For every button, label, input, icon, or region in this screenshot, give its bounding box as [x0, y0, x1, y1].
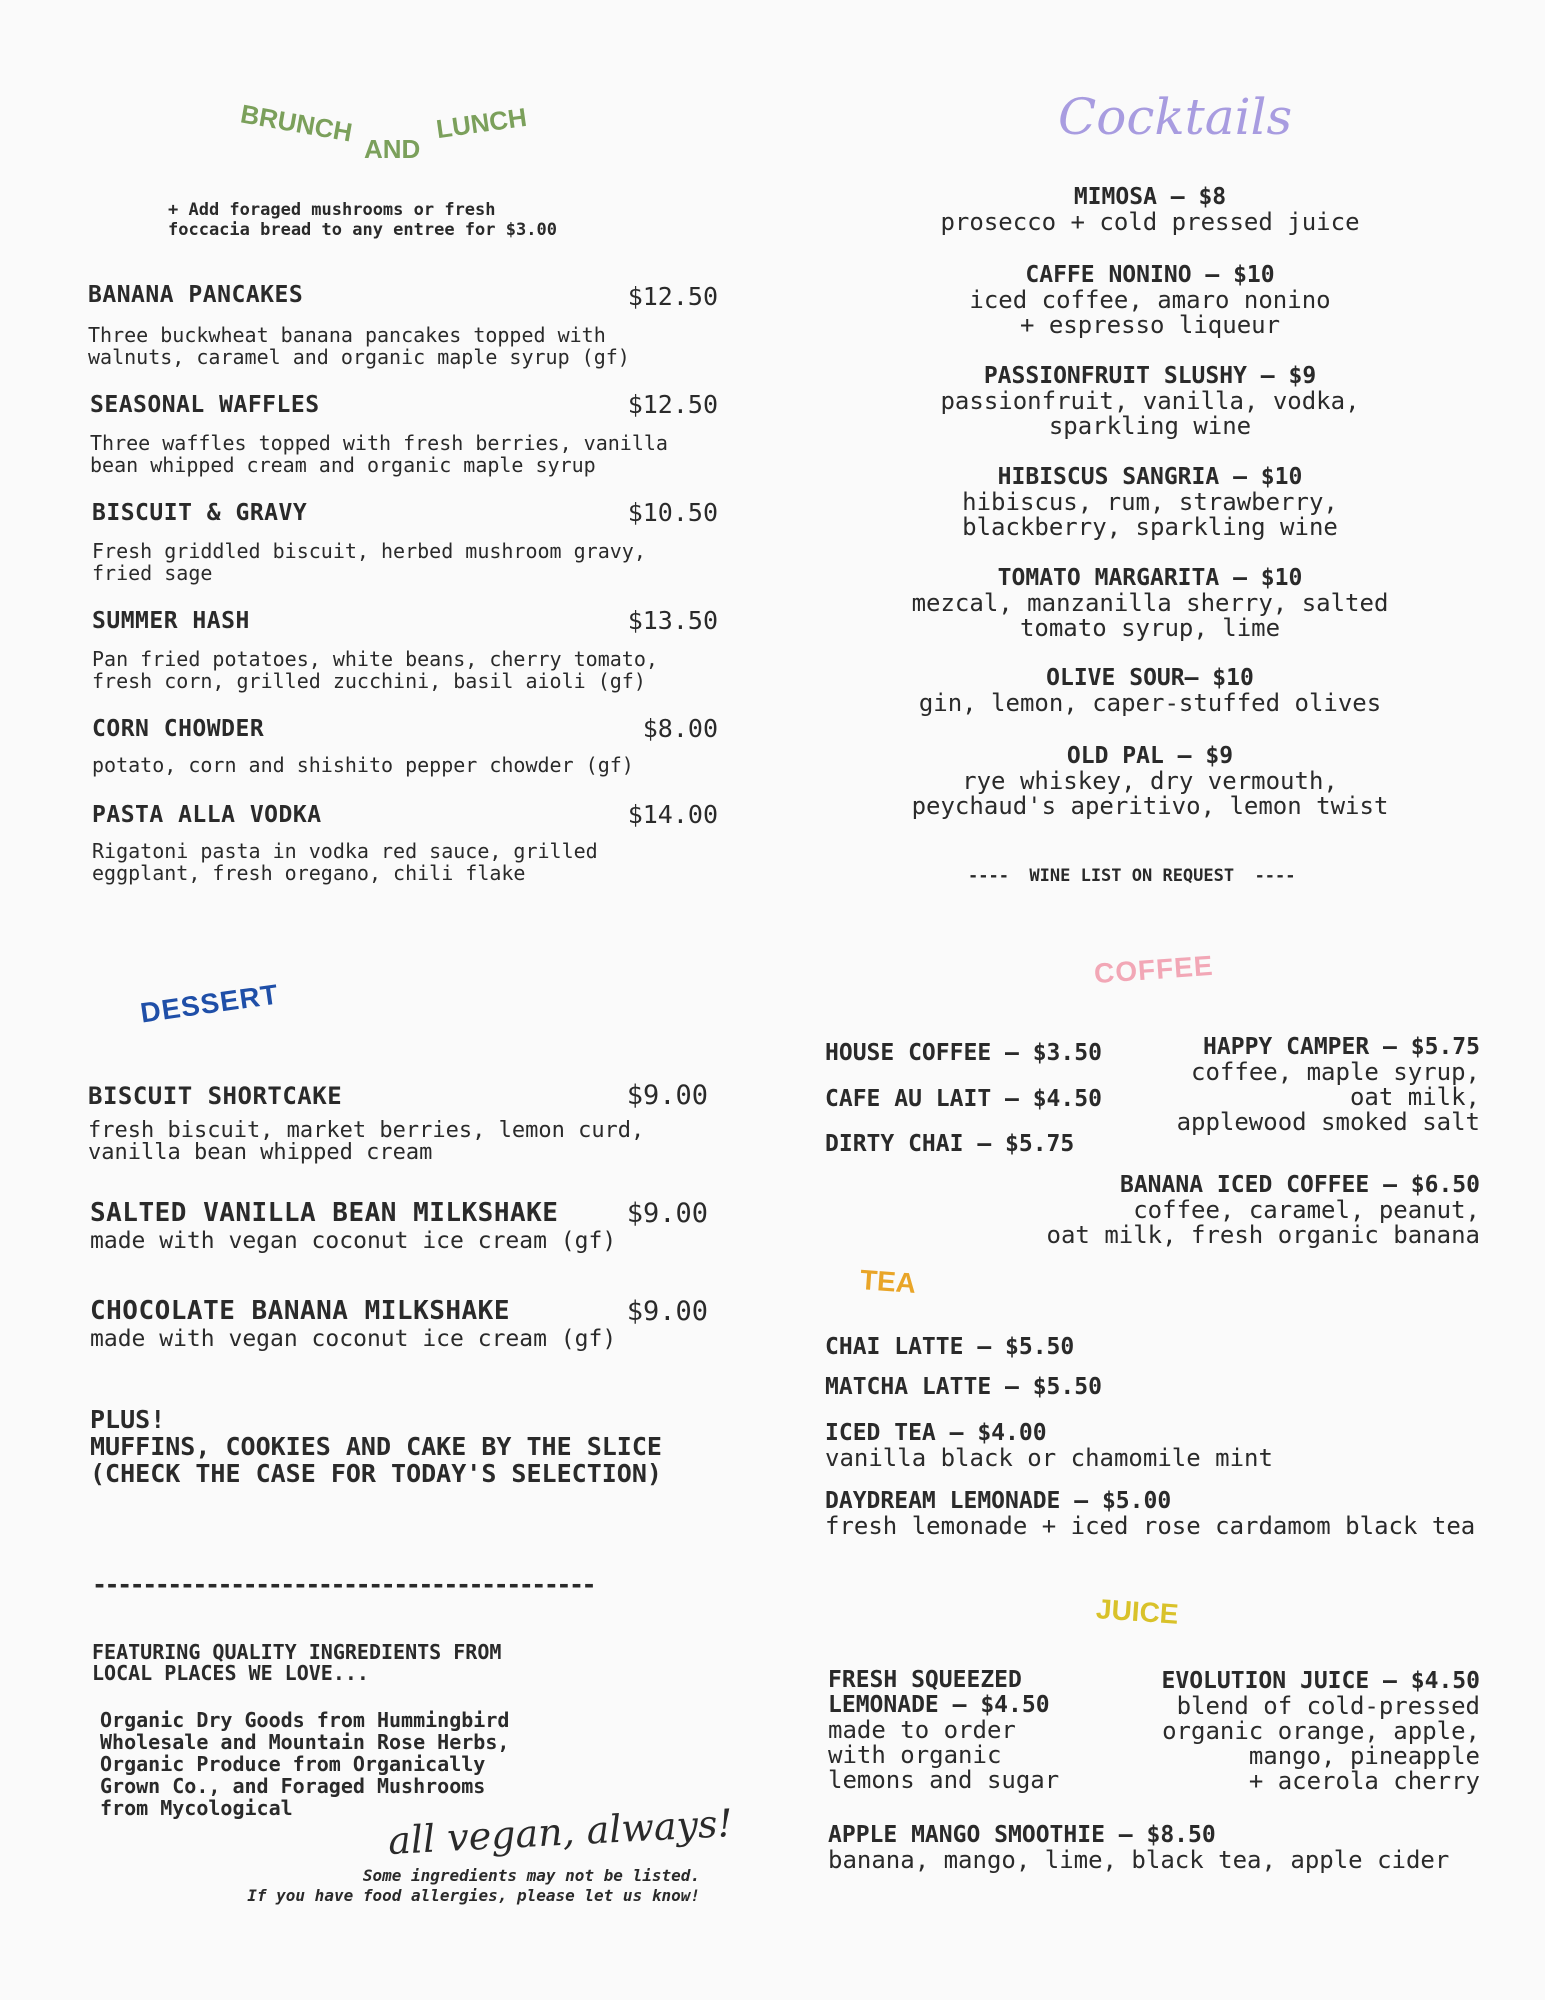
tea-heading: TEA — [859, 1264, 918, 1299]
menu-item — [88, 1080, 708, 1198]
cocktail-name: OLD PAL – $9 — [1066, 743, 1234, 769]
coffee-item: HOUSE COFFEE – $3.50 — [825, 1040, 1102, 1066]
tea-item-name: CHAI LATTE – $5.50 — [825, 1334, 1075, 1360]
menu-item — [88, 714, 718, 800]
evolution-juice — [1110, 1668, 1480, 1794]
menu-item — [88, 282, 718, 390]
cocktail-name: PASSIONFRUIT SLUSHY – $9 — [983, 363, 1317, 389]
dessert-items — [88, 1080, 708, 1487]
tea-item — [825, 1420, 1505, 1488]
coffee-item: DIRTY CHAI – $5.75 — [825, 1131, 1075, 1157]
heading-word-and: AND — [364, 134, 421, 164]
coffee-item-desc: coffee, maple syrup, oat milk, applewood smoked salt — [1176, 1058, 1480, 1136]
item-price: $14.00 — [627, 800, 718, 829]
item-name: CHOCOLATE BANANA MILKSHAKE — [90, 1296, 510, 1326]
plus-note: PLUS! MUFFINS, COOKIES AND CAKE BY THE SLICE (CHECK THE CASE FOR TODAY'S SELECTION) — [90, 1405, 662, 1488]
coffee-left-list — [825, 1040, 1102, 1157]
item-price: $10.50 — [627, 498, 718, 527]
item-name: PASTA ALLA VODKA — [92, 802, 322, 828]
item-desc: made with vegan coconut ice cream (gf) — [90, 1228, 617, 1254]
juice-heading: JUICE — [1095, 1593, 1180, 1630]
coffee-item-name: HAPPY CAMPER – $5.75 — [1203, 1034, 1480, 1060]
cocktail-name: CAFFE NONINO – $10 — [1025, 262, 1275, 288]
tea-item — [825, 1334, 1505, 1374]
juice-item-name: EVOLUTION JUICE – $4.50 — [1161, 1668, 1480, 1694]
juice-item-desc: banana, mango, lime, black tea, apple cider — [828, 1846, 1450, 1874]
item-name: BISCUIT & GRAVY — [92, 500, 308, 526]
item-desc: Fresh griddled biscuit, herbed mushroom gravy, fried sage — [92, 539, 646, 585]
item-name: BISCUIT SHORTCAKE — [88, 1082, 343, 1110]
vegan-slogan: all vegan, always! — [387, 1801, 734, 1863]
cocktail-desc: rye whiskey, dry vermouth, peychaud's aperitivo, lemon twist — [911, 767, 1389, 820]
cocktails-heading: Cocktails — [1058, 88, 1293, 146]
divider: ---------------------------------------- — [92, 1570, 595, 1599]
cocktail-desc: gin, lemon, caper-stuffed olives — [918, 689, 1382, 717]
cocktail-desc: passionfruit, vanilla, vodka, sparkling wine — [940, 387, 1360, 440]
cocktail-item — [850, 665, 1450, 743]
cocktail-desc: iced coffee, amaro nonino + espresso liqueur — [969, 286, 1331, 339]
cocktail-item — [850, 262, 1450, 363]
item-desc: made with vegan coconut ice cream (gf) — [90, 1326, 617, 1352]
tea-item-name: DAYDREAM LEMONADE – $5.00 — [825, 1488, 1172, 1514]
menu-item — [88, 498, 718, 606]
apple-mango-smoothie — [828, 1822, 1449, 1873]
item-desc: Pan fried potatoes, white beans, cherry tomato, fresh corn, grilled zucchini, basil aioli (gf) — [92, 647, 658, 693]
juice-item-desc: made to order with organic lemons and sugar — [828, 1716, 1060, 1794]
sources-list: Organic Dry Goods from Hummingbird Wholesale and Mountain Rose Herbs, Organic Produce from Organically Grown Co., and Foraged Mushrooms from Mycological — [100, 1708, 510, 1820]
item-desc: fresh biscuit, market berries, lemon curd, vanilla bean whipped cream — [88, 1118, 645, 1165]
brunch-lunch-heading — [240, 98, 540, 168]
coffee-heading: COFFEE — [1093, 949, 1215, 990]
cocktail-desc: hibiscus, rum, strawberry, blackberry, sparkling wine — [962, 488, 1338, 541]
add-on-note: + Add foraged mushrooms or fresh foccacia bread to any entree for $3.00 — [168, 200, 557, 240]
juice-item-name: FRESH SQUEEZED LEMONADE – $4.50 — [828, 1667, 1050, 1718]
item-desc: Three buckwheat banana pancakes topped with walnuts, caramel and organic maple syrup (gf) — [88, 323, 630, 369]
cocktail-item — [850, 464, 1450, 565]
item-desc: Three waffles topped with fresh berries, vanilla bean whipped cream and organic maple syrup — [90, 431, 668, 477]
tea-item-desc: vanilla black or chamomile mint — [825, 1444, 1273, 1472]
menu-item — [88, 390, 718, 498]
juice-item-desc: blend of cold-pressed organic orange, apple, mango, pineapple + acerola cherry — [1162, 1692, 1480, 1795]
item-price: $9.00 — [626, 1296, 708, 1327]
heading-word-lunch: LUNCH — [434, 101, 529, 145]
item-name: BANANA PANCAKES — [88, 282, 304, 308]
banana-iced-coffee — [980, 1172, 1480, 1248]
tea-item-name: MATCHA LATTE – $5.50 — [825, 1374, 1102, 1400]
coffee-item: CAFE AU LAIT – $4.50 — [825, 1086, 1102, 1112]
featuring-heading: FEATURING QUALITY INGREDIENTS FROM LOCAL PLACES WE LOVE... — [92, 1640, 502, 1685]
cocktail-item — [850, 363, 1450, 464]
cocktail-item — [850, 565, 1450, 665]
cocktail-name: OLIVE SOUR– $10 — [1046, 665, 1254, 691]
tea-item — [825, 1374, 1505, 1420]
item-price: $13.50 — [627, 606, 718, 635]
fresh-squeezed-lemonade — [828, 1668, 1059, 1793]
tea-list — [825, 1334, 1505, 1539]
cocktail-desc: prosecco + cold pressed juice — [940, 208, 1360, 236]
cocktail-name: HIBISCUS SANGRIA – $10 — [997, 464, 1303, 490]
cocktail-desc: mezcal, manzanilla sherry, salted tomato syrup, lime — [911, 589, 1389, 642]
wine-list-note: ---- WINE LIST ON REQUEST ---- — [968, 866, 1296, 886]
tea-item-desc: fresh lemonade + iced rose cardamom black tea — [825, 1512, 1476, 1540]
item-price: $12.50 — [627, 282, 718, 311]
cocktail-item — [850, 184, 1450, 262]
cocktail-name: TOMATO MARGARITA – $10 — [997, 565, 1303, 591]
heading-word-brunch: BRUNCH — [238, 98, 355, 148]
cocktail-list — [850, 184, 1450, 843]
item-price: $8.00 — [642, 714, 718, 743]
item-price: $9.00 — [626, 1080, 708, 1111]
item-name: CORN CHOWDER — [92, 716, 265, 742]
item-name: SEASONAL WAFFLES — [90, 392, 320, 418]
item-name: SUMMER HASH — [92, 608, 250, 634]
item-name: SALTED VANILLA BEAN MILKSHAKE — [90, 1198, 559, 1228]
cocktail-item — [850, 743, 1450, 843]
item-price: $12.50 — [627, 390, 718, 419]
menu-item — [88, 606, 718, 714]
coffee-item-desc: coffee, caramel, peanut, oat milk, fresh organic banana — [1046, 1196, 1480, 1249]
dessert-heading: DESSERT — [138, 978, 281, 1029]
item-desc: potato, corn and shishito pepper chowder (gf) — [92, 753, 634, 777]
brunch-items — [88, 282, 718, 900]
menu-item — [88, 1198, 708, 1296]
menu-item — [88, 800, 718, 900]
item-desc: Rigatoni pasta in vodka red sauce, grilled eggplant, fresh oregano, chili flake — [92, 839, 598, 885]
tea-item-name: ICED TEA – $4.00 — [825, 1420, 1047, 1446]
allergy-disclaimer: Some ingredients may not be listed. If you have food allergies, please let us know! — [247, 1866, 700, 1905]
item-price: $9.00 — [626, 1198, 708, 1229]
tea-item — [825, 1488, 1505, 1539]
juice-item-name: APPLE MANGO SMOOTHIE – $8.50 — [828, 1822, 1216, 1848]
coffee-item-name: BANANA ICED COFFEE – $6.50 — [1119, 1172, 1480, 1198]
happy-camper — [1110, 1034, 1480, 1135]
cocktail-name: MIMOSA – $8 — [1073, 184, 1227, 210]
menu-item — [88, 1296, 708, 1406]
